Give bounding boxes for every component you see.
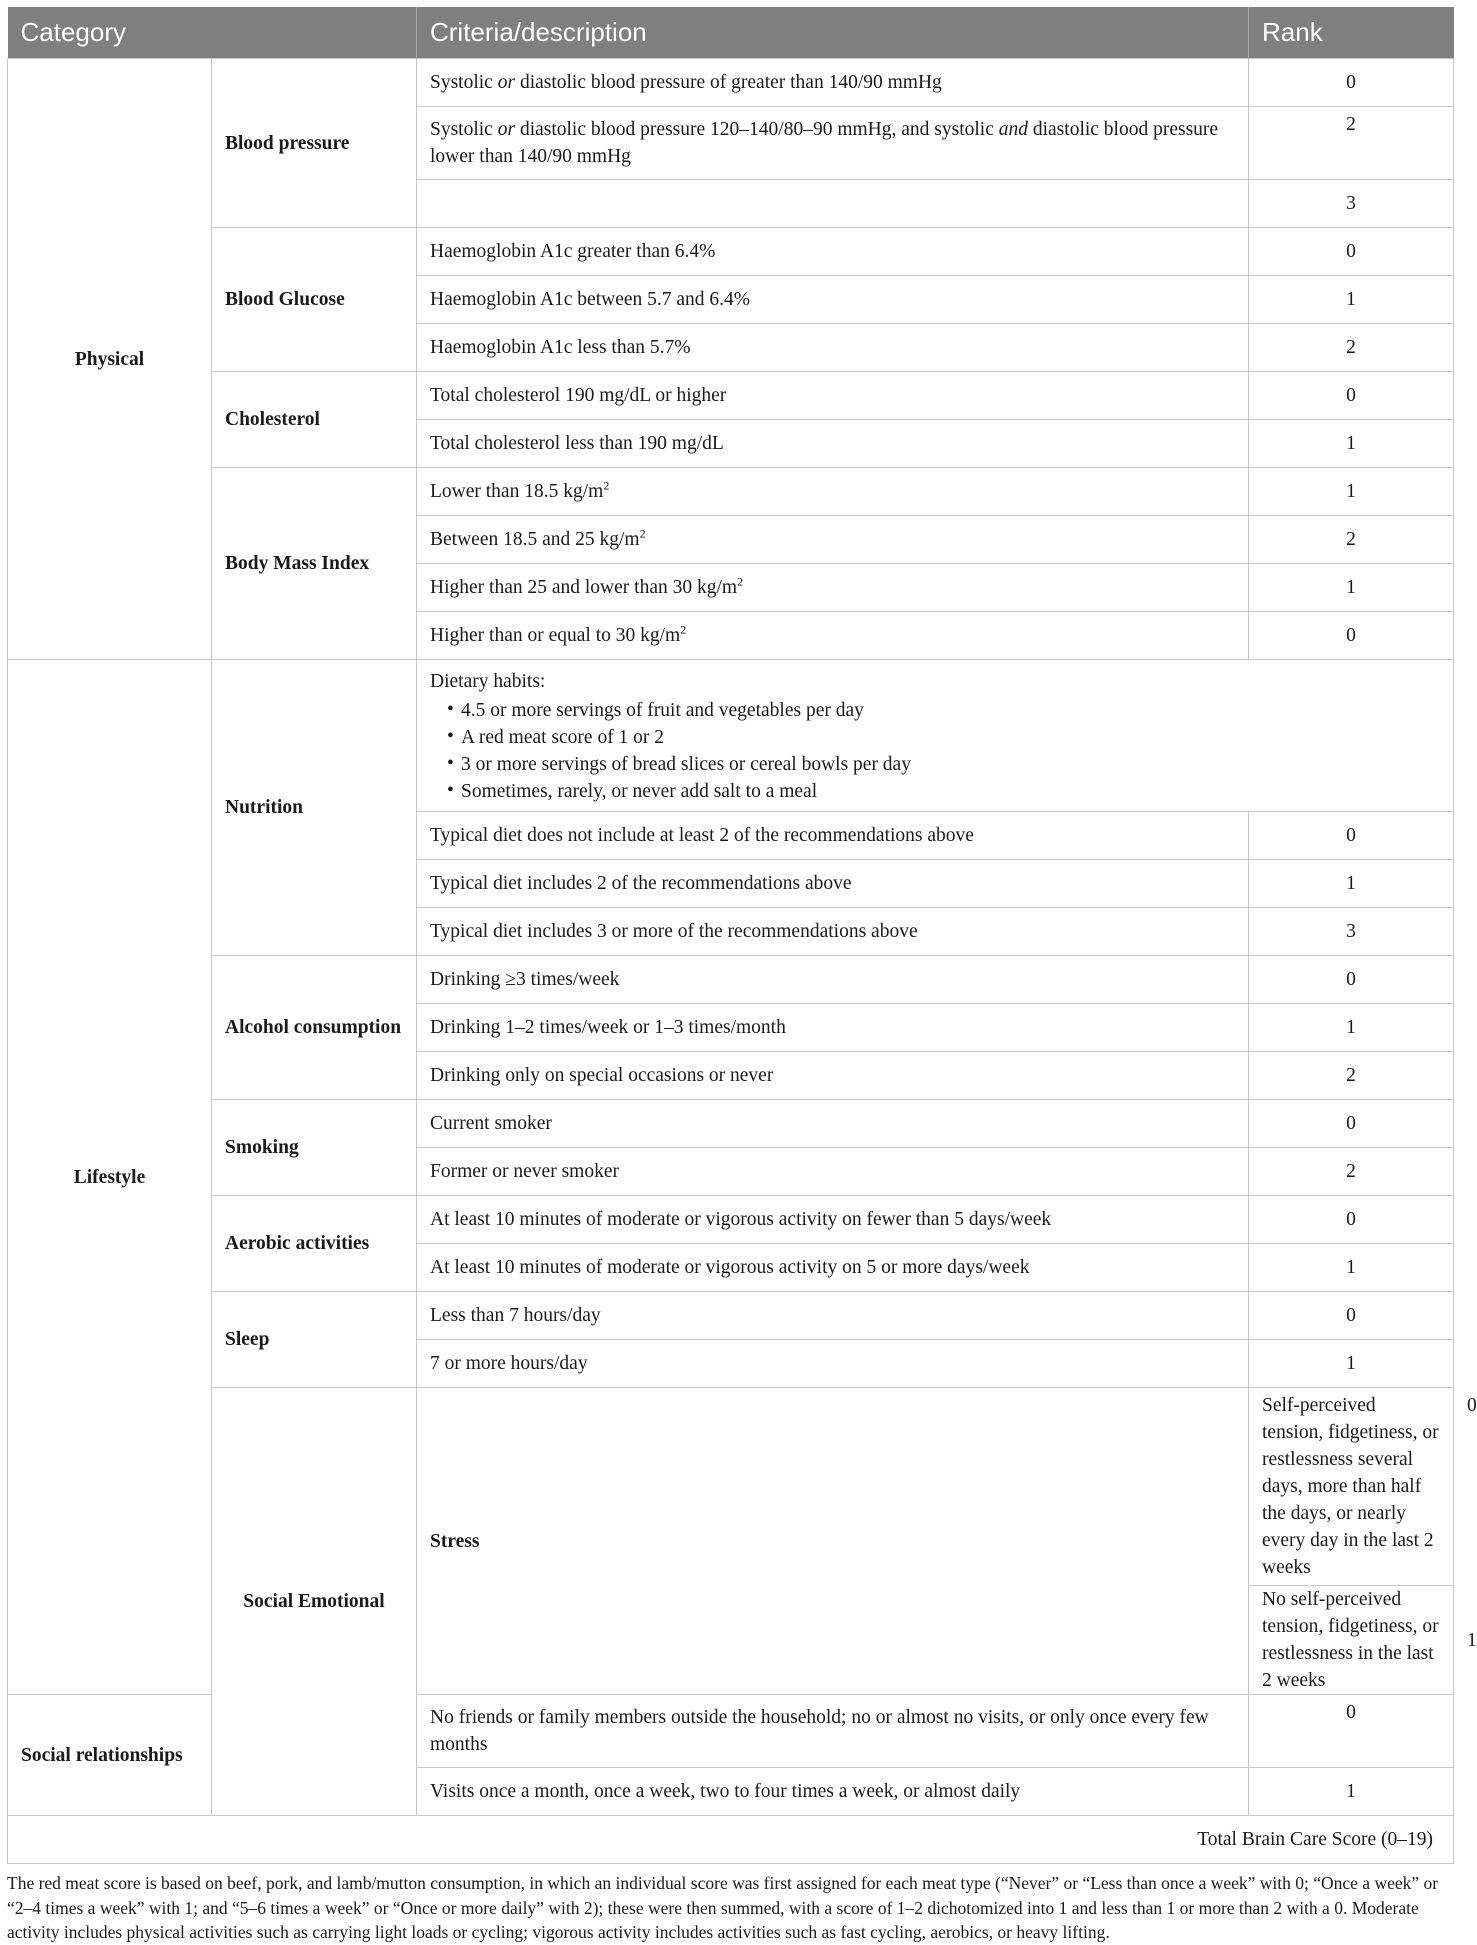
- rank-cell: 3: [1249, 180, 1454, 228]
- rank-cell: 2: [1249, 324, 1454, 372]
- criteria-cell: Self-perceived tension, fidgetiness, or restlessness several days, more than half the days, or nearly every day in the last 2 weeks: [1249, 1388, 1454, 1586]
- criteria-cell: Typical diet does not include at least 2 of the recommendations above: [417, 812, 1249, 860]
- criteria-cell: Lower than 18.5 $kg/m^2$: [417, 468, 1249, 516]
- criteria-cell: Drinking only on special occasions or never: [417, 1052, 1249, 1100]
- criteria-cell: Haemoglobin A1c less than 5.7%: [417, 324, 1249, 372]
- table-row: [8, 468, 1454, 516]
- table-row: [8, 1196, 1454, 1244]
- rank-cell: 1: [1249, 1244, 1454, 1292]
- table-row: [8, 660, 1454, 812]
- criteria-cell: 7 or more hours/day: [417, 1340, 1249, 1388]
- subcategory-stress: Stress: [417, 1388, 1249, 1695]
- header-spacer: [212, 7, 417, 59]
- subcategory-aerobic: Aerobic activities: [212, 1196, 417, 1292]
- rank-cell: 1: [1249, 564, 1454, 612]
- criteria-cell: Less than 7 hours/day: [417, 1292, 1249, 1340]
- criteria-cell: Typical diet includes 2 of the recommendations above: [417, 860, 1249, 908]
- brain-care-score-table: [7, 7, 1477, 1864]
- table-wrapper: [7, 7, 1477, 1945]
- criteria-cell: Current smoker: [417, 1100, 1249, 1148]
- list-item: • Sometimes, rarely, or never add salt to a meal: [447, 778, 1440, 805]
- rank-cell: 1: [1249, 468, 1454, 516]
- nutrition-bullet-list: [430, 697, 1440, 805]
- rank-cell: 0: [1249, 1292, 1454, 1340]
- rank-cell: 0: [1249, 59, 1454, 107]
- list-item: • A red meat score of 1 or 2: [447, 724, 1440, 751]
- rank-cell: 1: [1249, 276, 1454, 324]
- subcategory-social-relationships: Social relationships: [8, 1695, 212, 1816]
- rank-cell: 0: [1249, 812, 1454, 860]
- total-score-label: Total Brain Care Score (0–19): [8, 1816, 1454, 1864]
- table-row: [8, 59, 1454, 107]
- rank-cell: 2: [1249, 1148, 1454, 1196]
- rank-cell: 0: [1249, 1695, 1454, 1768]
- category-physical: Physical: [8, 59, 212, 660]
- subcategory-blood-glucose: Blood Glucose: [212, 228, 417, 372]
- rank-cell: 0: [1249, 372, 1454, 420]
- table-row: No self-perceived tension, fidgetiness, or restlessness in the last 2 weeks 1: [8, 1586, 1454, 1695]
- criteria-cell: No friends or family members outside the household; no or almost no visits, or only once every few months: [417, 1695, 1249, 1768]
- rank-cell: 2: [1249, 1052, 1454, 1100]
- criteria-cell: [417, 180, 1249, 228]
- nutrition-recommendations: [417, 660, 1454, 812]
- rank-cell: 0: [1249, 228, 1454, 276]
- rank-cell: 2: [1249, 516, 1454, 564]
- rank-cell: 0: [1249, 1100, 1454, 1148]
- list-item: • 4.5 or more servings of fruit and vegetables per day: [447, 697, 1440, 724]
- table-row: [8, 228, 1454, 276]
- criteria-cell: Visits once a month, once a week, two to four times a week, or almost daily: [417, 1768, 1249, 1816]
- criteria-cell: Haemoglobin A1c greater than 6.4%: [417, 228, 1249, 276]
- criteria-cell: Drinking ≥3 times/week: [417, 956, 1249, 1004]
- criteria-cell: Haemoglobin A1c between 5.7 and 6.4%: [417, 276, 1249, 324]
- rank-cell: 2: [1249, 107, 1454, 180]
- rank-cell: 1: [1249, 420, 1454, 468]
- subcategory-nutrition: Nutrition: [212, 660, 417, 956]
- total-row: [8, 1816, 1454, 1864]
- criteria-cell: Total cholesterol less than 190 mg/dL: [417, 420, 1249, 468]
- criteria-cell: No self-perceived tension, fidgetiness, or restlessness in the last 2 weeks: [1249, 1586, 1454, 1695]
- rank-cell: 1: [1249, 1004, 1454, 1052]
- subcategory-sleep: Sleep: [212, 1292, 417, 1388]
- header-category: Category: [8, 7, 212, 59]
- list-item: • 3 or more servings of bread slices or cereal bowls per day: [447, 751, 1440, 778]
- nutrition-intro: Dietary habits:: [430, 671, 546, 692]
- rank-cell: 0: [1249, 1196, 1454, 1244]
- header-criteria: Criteria/description: [417, 7, 1249, 59]
- criteria-cell: At least 10 minutes of moderate or vigorous activity on fewer than 5 days/week: [417, 1196, 1249, 1244]
- table-row: [8, 1292, 1454, 1340]
- subcategory-bmi: Body Mass Index: [212, 468, 417, 660]
- subcategory-cholesterol: Cholesterol: [212, 372, 417, 468]
- table-row: [8, 956, 1454, 1004]
- rank-cell: 0: [1249, 956, 1454, 1004]
- criteria-cell: Typical diet includes 3 or more of the recommendations above: [417, 908, 1249, 956]
- table-row: Social Emotional Stress Self-perceived tension, fidgetiness, or restlessness several days, more than half the days, or nearly every day in the last 2 weeks 0: [8, 1388, 1454, 1586]
- table-row: [8, 372, 1454, 420]
- header-rank: Rank: [1249, 7, 1454, 59]
- criteria-cell: Former or never smoker: [417, 1148, 1249, 1196]
- header-row: [8, 7, 1454, 59]
- criteria-cell: Drinking 1–2 times/week or 1–3 times/month: [417, 1004, 1249, 1052]
- criteria-cell: At least 10 minutes of moderate or vigorous activity on 5 or more days/week: [417, 1244, 1249, 1292]
- category-social-emotional: Social Emotional: [212, 1388, 417, 1816]
- subcategory-smoking: Smoking: [212, 1100, 417, 1196]
- subcategory-alcohol: Alcohol consumption: [212, 956, 417, 1100]
- subcategory-blood-pressure: Blood pressure: [212, 59, 417, 228]
- criteria-cell: Systolic or diastolic blood pressure 120–140/80–90 mmHg, and systolic and diastolic blood pressure lower than 140/90 mmHg: [417, 107, 1249, 180]
- rank-cell: 1: [1249, 1768, 1454, 1816]
- criteria-cell: Between 18.5 and 25 $kg/m^2$: [417, 516, 1249, 564]
- criteria-cell: Higher than 25 and lower than 30 $kg/m^2$: [417, 564, 1249, 612]
- criteria-cell: Systolic or diastolic blood pressure of greater than 140/90 mmHg: [417, 59, 1249, 107]
- criteria-cell: Total cholesterol 190 mg/dL or higher: [417, 372, 1249, 420]
- rank-cell: 0: [1249, 612, 1454, 660]
- table-row: [8, 1100, 1454, 1148]
- rank-cell: 3: [1249, 908, 1454, 956]
- rank-cell: 1: [1249, 1340, 1454, 1388]
- criteria-cell: Higher than or equal to 30 $kg/m^2$: [417, 612, 1249, 660]
- rank-cell: 1: [1249, 860, 1454, 908]
- category-lifestyle: Lifestyle: [8, 660, 212, 1695]
- table-footnote: The red meat score is based on beef, pork, and lamb/mutton consumption, in which an individual score was first assigned for each meat type (“Never” or “Less than once a week” with 0; “Once a week” or “2–4 times a week” with 1; and “5–6 times a week” or “Once or more daily” with 2); these were then summed, with a score of 1–2 dichotomized into 1 and less than 1 or more than 2 with a 0. Moderate activity includes physical activities such as carrying light loads or cycling; vigorous activity includes activities such as fast cycling, aerobics, or heavy lifting.: [7, 1873, 1439, 1942]
